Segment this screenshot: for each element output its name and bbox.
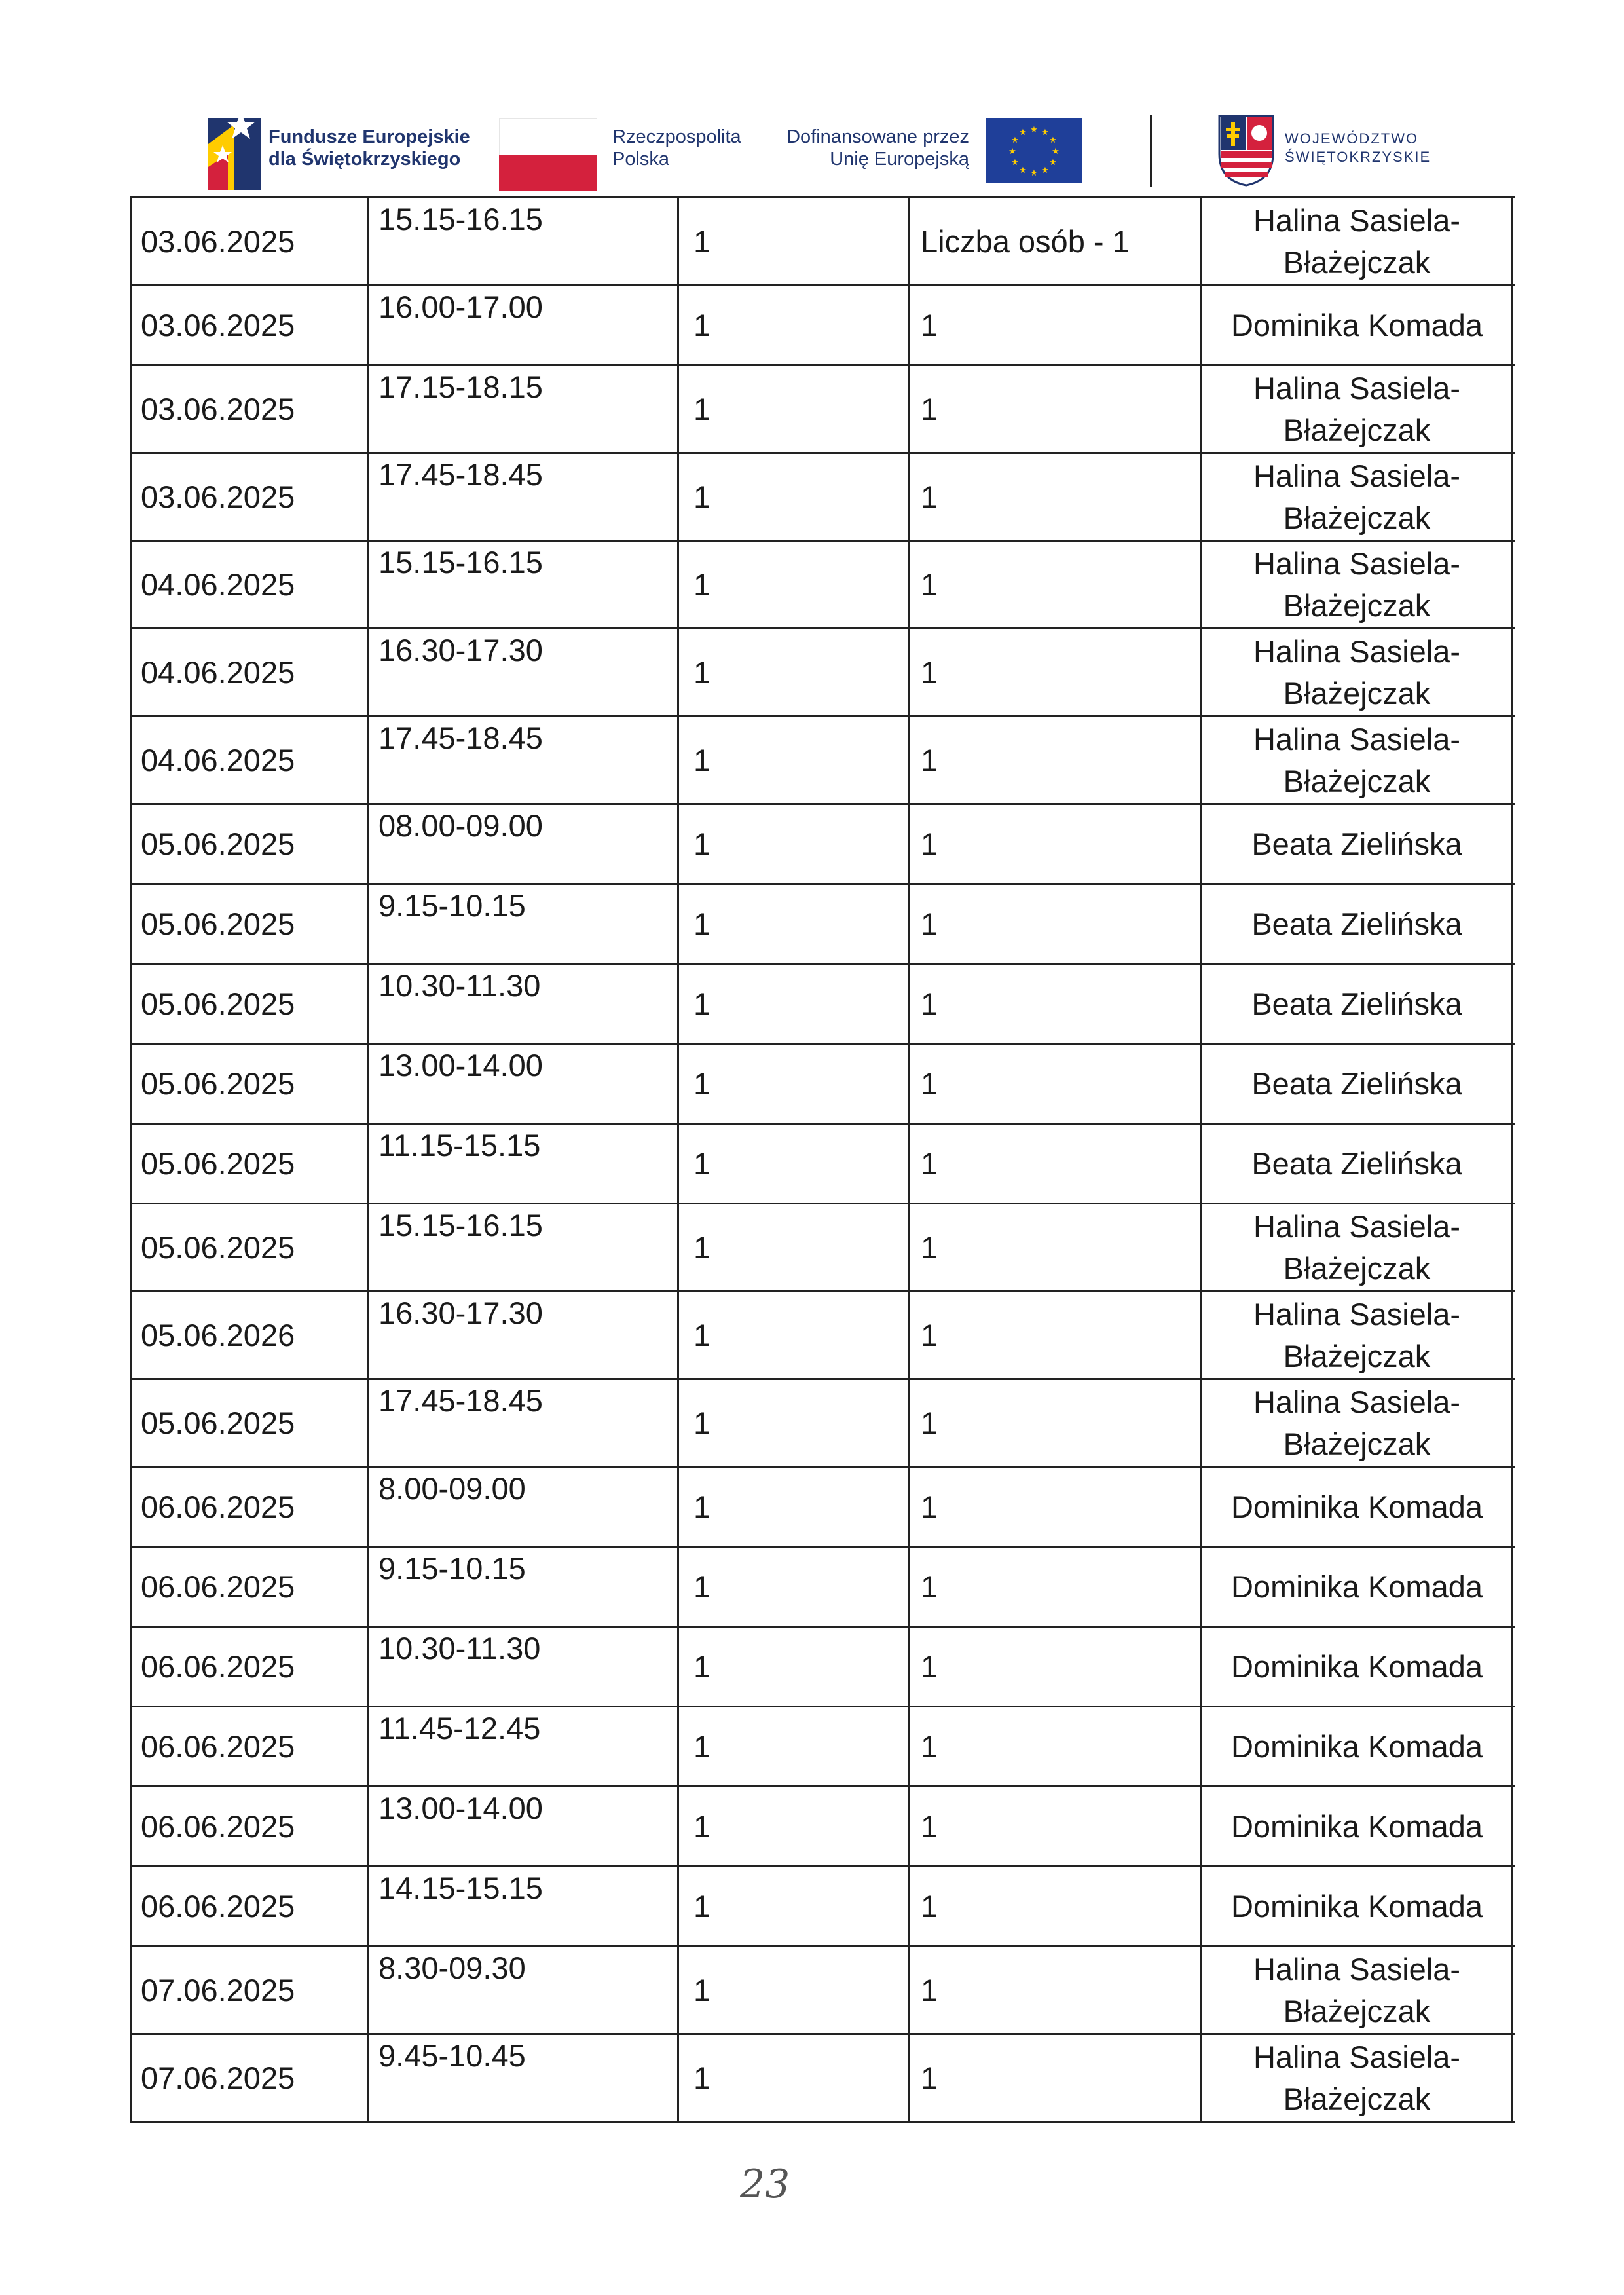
- woj-logo-text: [1285, 130, 1431, 166]
- time-cell: 9.15-10.15: [369, 885, 679, 963]
- instructor-cell: [1202, 1867, 1513, 1945]
- instructor-cell: [1202, 805, 1513, 883]
- svg-text:★: ★: [1019, 166, 1027, 176]
- time-cell: 15.15-16.15: [369, 542, 679, 627]
- instructor-name-line1: Halina Sasiela-: [1253, 1208, 1461, 1244]
- time-cell: 8.00-09.00: [369, 1468, 679, 1546]
- date-cell: 04.06.2025: [132, 629, 369, 715]
- table-row: [132, 805, 1515, 885]
- instructor-name-line2: Błażejczak: [1283, 1338, 1431, 1373]
- date-cell: 07.06.2025: [132, 1947, 369, 2033]
- count-cell: 1: [679, 717, 910, 803]
- svg-text:★: ★: [1049, 136, 1057, 145]
- count-cell: 1: [679, 1125, 910, 1203]
- svg-text:★: ★: [1011, 136, 1019, 145]
- time-cell: 16.30-17.30: [369, 1292, 679, 1378]
- table-row: [132, 1707, 1515, 1787]
- woj-line1: WOJEWÓDZTWO: [1285, 130, 1419, 147]
- participants-cell: 1: [910, 1125, 1202, 1203]
- svg-text:★: ★: [1019, 128, 1027, 138]
- instructor-cell: [1202, 1045, 1513, 1123]
- instructor-cell: [1202, 1292, 1513, 1378]
- count-cell: 1: [679, 1292, 910, 1378]
- time-cell: 17.45-18.45: [369, 717, 679, 803]
- time-cell: 9.45-10.45: [369, 2035, 679, 2121]
- svg-text:★: ★: [1041, 166, 1049, 176]
- time-cell: 11.45-12.45: [369, 1707, 679, 1785]
- time-cell: 16.30-17.30: [369, 629, 679, 715]
- svg-text:★: ★: [1008, 147, 1016, 157]
- participants-cell: 1: [910, 2035, 1202, 2121]
- count-cell: 1: [679, 1787, 910, 1865]
- count-cell: 1: [679, 1380, 910, 1466]
- time-cell: 8.30-09.30: [369, 1947, 679, 2033]
- instructor-name-line1: Halina Sasiela-: [1253, 2039, 1461, 2074]
- instructor-name-line1: Beata Zielińska: [1251, 906, 1462, 941]
- instructor-name-line2: Błażejczak: [1283, 1250, 1431, 1286]
- date-cell: 06.06.2025: [132, 1707, 369, 1785]
- eu-line1: Dofinansowane przez: [786, 126, 969, 147]
- page-number: 23: [740, 2161, 790, 2207]
- participants-cell: 1: [910, 1292, 1202, 1378]
- instructor-name-line1: Dominika Komada: [1230, 1489, 1483, 1524]
- time-cell: 13.00-14.00: [369, 1787, 679, 1865]
- count-cell: 1: [679, 454, 910, 540]
- table-row: [132, 454, 1515, 542]
- instructor-cell: [1202, 885, 1513, 963]
- count-cell: 1: [679, 2035, 910, 2121]
- fundusze-europejskie-logo: [208, 105, 261, 190]
- date-cell: 05.06.2025: [132, 1125, 369, 1203]
- table-row: [132, 366, 1515, 454]
- table-row: [132, 885, 1515, 965]
- instructor-name-line1: Beata Zielińska: [1251, 1066, 1462, 1101]
- date-cell: 06.06.2025: [132, 1628, 369, 1706]
- count-cell: 1: [679, 629, 910, 715]
- instructor-name-line1: Halina Sasiela-: [1253, 458, 1461, 493]
- table-row: [132, 1204, 1515, 1292]
- date-cell: 06.06.2025: [132, 1787, 369, 1865]
- instructor-name-line2: Błażejczak: [1283, 244, 1431, 280]
- count-cell: 1: [679, 1707, 910, 1785]
- participants-cell: 1: [910, 366, 1202, 452]
- rp-line1: Rzeczpospolita: [612, 126, 741, 147]
- instructor-name-line2: Błażejczak: [1283, 412, 1431, 447]
- count-cell: 1: [679, 1867, 910, 1945]
- eu-flag-icon: [986, 118, 1082, 183]
- date-cell: 04.06.2025: [132, 542, 369, 627]
- header-logo-bar: [0, 98, 1624, 196]
- logo-separator: [1150, 115, 1152, 187]
- instructor-name-line1: Halina Sasiela-: [1253, 633, 1461, 669]
- instructor-name-line1: Halina Sasiela-: [1253, 1384, 1461, 1419]
- date-cell: 04.06.2025: [132, 717, 369, 803]
- time-cell: 10.30-11.30: [369, 965, 679, 1043]
- instructor-cell: [1202, 1468, 1513, 1546]
- instructor-cell: [1202, 1628, 1513, 1706]
- table-row: [132, 286, 1515, 366]
- table-row: [132, 965, 1515, 1045]
- date-cell: 05.06.2026: [132, 1292, 369, 1378]
- rp-logo-text: [612, 126, 741, 170]
- participants-cell: 1: [910, 542, 1202, 627]
- instructor-name-line1: Dominika Komada: [1230, 1728, 1483, 1764]
- date-cell: 05.06.2025: [132, 1045, 369, 1123]
- table-row: [132, 1548, 1515, 1628]
- date-cell: 06.06.2025: [132, 1468, 369, 1546]
- eu-line2: Unię Europejską: [830, 149, 969, 170]
- count-cell: 1: [679, 1045, 910, 1123]
- count-cell: 1: [679, 1947, 910, 2033]
- table-row: [132, 1380, 1515, 1468]
- count-cell: 1: [679, 1204, 910, 1290]
- date-cell: 05.06.2025: [132, 1380, 369, 1466]
- time-cell: 13.00-14.00: [369, 1045, 679, 1123]
- table-row: [132, 1947, 1515, 2035]
- participants-cell: 1: [910, 1867, 1202, 1945]
- instructor-name-line2: Błażejczak: [1283, 1993, 1431, 2028]
- instructor-cell: [1202, 542, 1513, 627]
- woj-line2: ŚWIĘTOKRZYSKIE: [1285, 149, 1431, 165]
- count-cell: 1: [679, 286, 910, 364]
- instructor-name-line1: Beata Zielińska: [1251, 826, 1462, 861]
- rp-line2: Polska: [612, 149, 670, 170]
- count-cell: 1: [679, 542, 910, 627]
- table-row: [132, 542, 1515, 629]
- time-cell: 16.00-17.00: [369, 286, 679, 364]
- instructor-cell: [1202, 1548, 1513, 1626]
- instructor-cell: [1202, 1947, 1513, 2033]
- table-row: [132, 717, 1515, 805]
- instructor-cell: [1202, 1707, 1513, 1785]
- instructor-name-line2: Błażejczak: [1283, 2081, 1431, 2116]
- table-row: [132, 1867, 1515, 1947]
- participants-cell: 1: [910, 1947, 1202, 2033]
- participants-cell: 1: [910, 717, 1202, 803]
- participants-cell: 1: [910, 965, 1202, 1043]
- participants-cell: 1: [910, 805, 1202, 883]
- instructor-name-line2: Błażejczak: [1283, 675, 1431, 711]
- instructor-name-line1: Dominika Komada: [1230, 1649, 1483, 1684]
- count-cell: 1: [679, 366, 910, 452]
- time-cell: 10.30-11.30: [369, 1628, 679, 1706]
- instructor-name-line1: Halina Sasiela-: [1253, 546, 1461, 581]
- participants-cell: 1: [910, 1787, 1202, 1865]
- table-row: [132, 1045, 1515, 1125]
- time-cell: 9.15-10.15: [369, 1548, 679, 1626]
- instructor-cell: [1202, 1787, 1513, 1865]
- table-row: [132, 1125, 1515, 1204]
- participants-cell: Liczba osób - 1: [910, 198, 1202, 284]
- instructor-name-line1: Dominika Komada: [1230, 1888, 1483, 1924]
- date-cell: 06.06.2025: [132, 1548, 369, 1626]
- instructor-cell: [1202, 286, 1513, 364]
- svg-text:★: ★: [1041, 128, 1049, 138]
- count-cell: 1: [679, 885, 910, 963]
- date-cell: 07.06.2025: [132, 2035, 369, 2121]
- participants-cell: 1: [910, 1045, 1202, 1123]
- svg-text:★: ★: [1011, 158, 1019, 168]
- table-row: [132, 629, 1515, 717]
- svg-text:★: ★: [1049, 158, 1057, 168]
- instructor-name-line1: Halina Sasiela-: [1253, 721, 1461, 756]
- count-cell: 1: [679, 805, 910, 883]
- table-row: [132, 1468, 1515, 1548]
- fe-line1: Fundusze Europejskie: [268, 126, 470, 147]
- time-cell: 17.15-18.15: [369, 366, 679, 452]
- instructor-name-line1: Halina Sasiela-: [1253, 370, 1461, 405]
- date-cell: 03.06.2025: [132, 198, 369, 284]
- instructor-name-line1: Beata Zielińska: [1251, 986, 1462, 1021]
- count-cell: 1: [679, 1628, 910, 1706]
- polish-flag: [499, 118, 597, 190]
- instructor-cell: [1202, 1125, 1513, 1203]
- instructor-cell: [1202, 366, 1513, 452]
- swietokrzyskie-crest-icon: [1218, 115, 1274, 187]
- date-cell: 06.06.2025: [132, 1867, 369, 1945]
- instructor-name-line2: Błażejczak: [1283, 500, 1431, 535]
- time-cell: 17.45-18.45: [369, 454, 679, 540]
- instructor-name-line1: Halina Sasiela-: [1253, 1951, 1461, 1987]
- instructor-cell: [1202, 1204, 1513, 1290]
- instructor-name-line2: Błażejczak: [1283, 763, 1431, 798]
- date-cell: 03.06.2025: [132, 286, 369, 364]
- instructor-cell: [1202, 198, 1513, 284]
- instructor-name-line1: Dominika Komada: [1230, 1808, 1483, 1844]
- count-cell: 1: [679, 965, 910, 1043]
- instructor-cell: [1202, 965, 1513, 1043]
- instructor-name-line2: Błażejczak: [1283, 1426, 1431, 1461]
- instructor-cell: [1202, 1380, 1513, 1466]
- date-cell: 03.06.2025: [132, 366, 369, 452]
- instructor-cell: [1202, 629, 1513, 715]
- count-cell: 1: [679, 198, 910, 284]
- instructor-name-line1: Halina Sasiela-: [1253, 202, 1461, 238]
- time-cell: 17.45-18.45: [369, 1380, 679, 1466]
- instructor-cell: [1202, 2035, 1513, 2121]
- participants-cell: 1: [910, 1548, 1202, 1626]
- schedule-table: [130, 196, 1515, 2123]
- instructor-name-line1: Beata Zielińska: [1251, 1146, 1462, 1181]
- instructor-name-line1: Dominika Komada: [1230, 307, 1483, 343]
- table-row: [132, 2035, 1515, 2123]
- date-cell: 03.06.2025: [132, 454, 369, 540]
- count-cell: 1: [679, 1468, 910, 1546]
- table-row: [132, 198, 1515, 286]
- instructor-cell: [1202, 454, 1513, 540]
- participants-cell: 1: [910, 1380, 1202, 1466]
- participants-cell: 1: [910, 629, 1202, 715]
- date-cell: 05.06.2025: [132, 885, 369, 963]
- table-row: [132, 1292, 1515, 1380]
- time-cell: 11.15-15.15: [369, 1125, 679, 1203]
- instructor-name-line1: Halina Sasiela-: [1253, 1296, 1461, 1332]
- time-cell: 14.15-15.15: [369, 1867, 679, 1945]
- instructor-name-line2: Błażejczak: [1283, 588, 1431, 623]
- time-cell: 15.15-16.15: [369, 198, 679, 284]
- svg-text:★: ★: [1052, 147, 1060, 157]
- instructor-name-line1: Dominika Komada: [1230, 1569, 1483, 1604]
- participants-cell: 1: [910, 1204, 1202, 1290]
- participants-cell: 1: [910, 1707, 1202, 1785]
- table-row: [132, 1628, 1515, 1707]
- date-cell: 05.06.2025: [132, 805, 369, 883]
- svg-text:★: ★: [1030, 168, 1038, 178]
- svg-text:★: ★: [1030, 125, 1038, 135]
- instructor-cell: [1202, 717, 1513, 803]
- participants-cell: 1: [910, 1628, 1202, 1706]
- participants-cell: 1: [910, 1468, 1202, 1546]
- fe-line2: dla Świętokrzyskiego: [268, 149, 461, 170]
- time-cell: 15.15-16.15: [369, 1204, 679, 1290]
- count-cell: 1: [679, 1548, 910, 1626]
- time-cell: 08.00-09.00: [369, 805, 679, 883]
- participants-cell: 1: [910, 454, 1202, 540]
- date-cell: 05.06.2025: [132, 965, 369, 1043]
- participants-cell: 1: [910, 286, 1202, 364]
- eu-logo-text: [779, 126, 969, 170]
- date-cell: 05.06.2025: [132, 1204, 369, 1290]
- table-row: [132, 1787, 1515, 1867]
- fe-logo-text: [268, 126, 470, 170]
- participants-cell: 1: [910, 885, 1202, 963]
